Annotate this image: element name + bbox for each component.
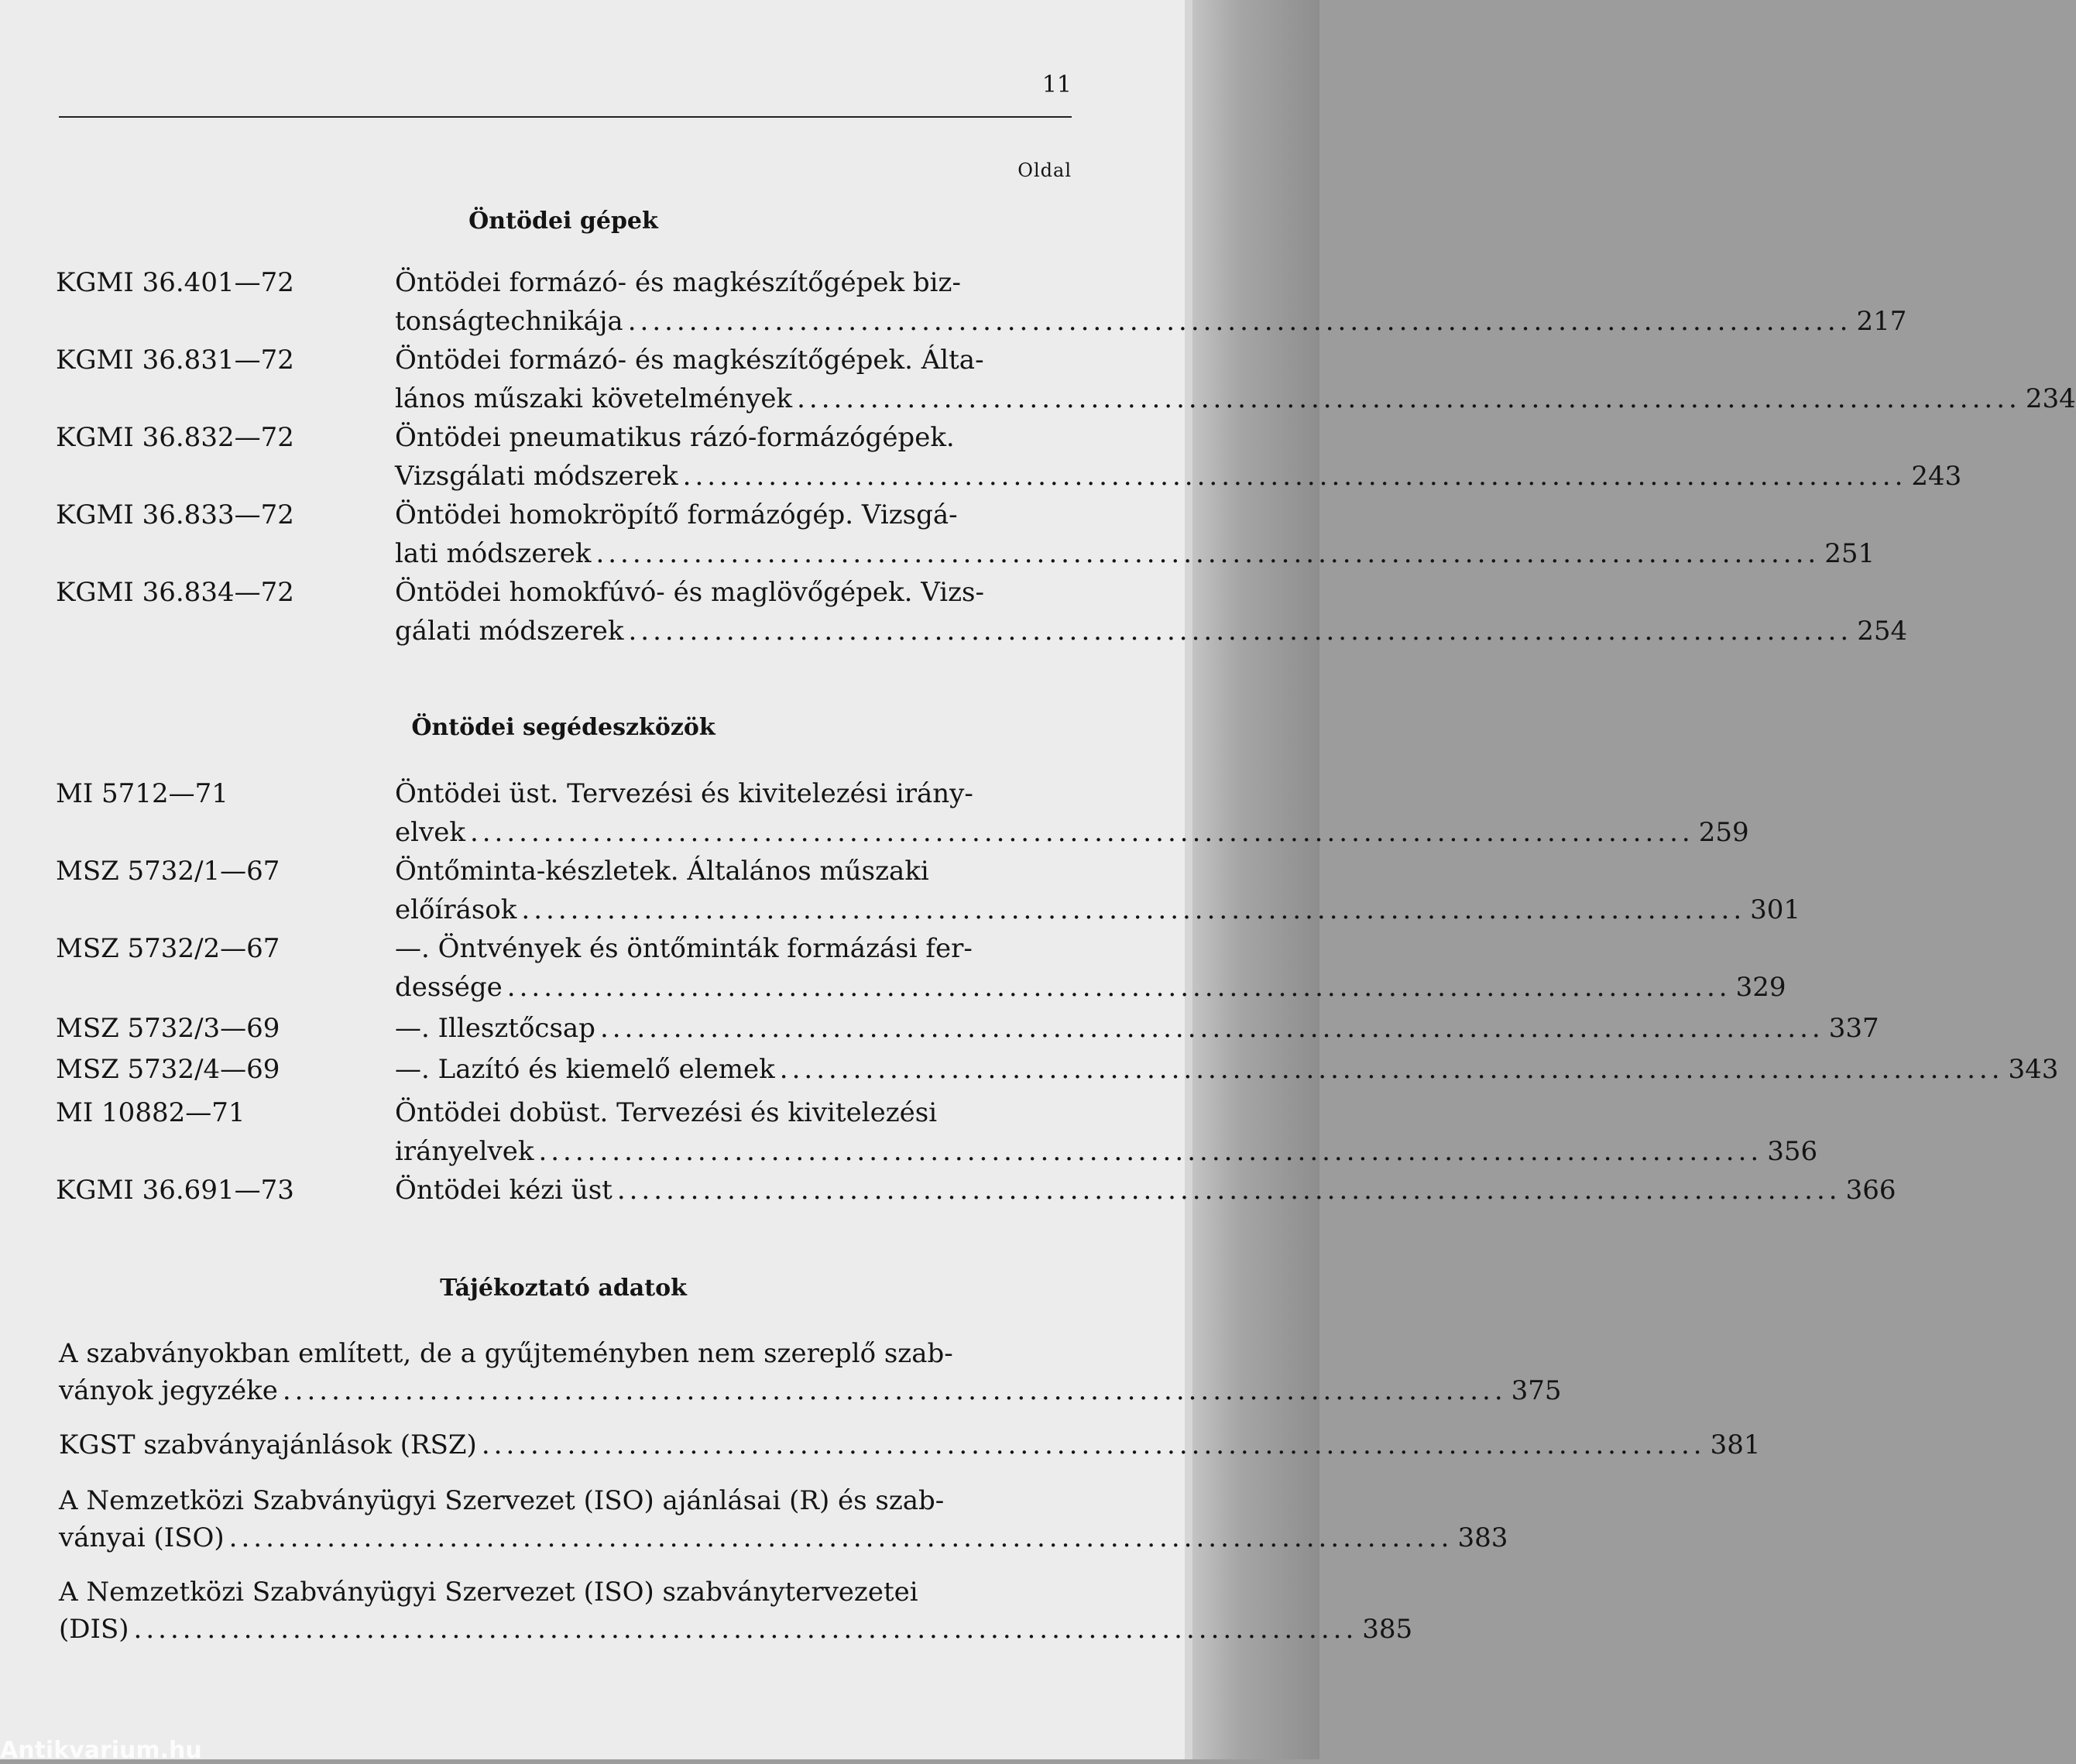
entry-leader-line xyxy=(59,1426,1761,1464)
page-ref: 243 xyxy=(1911,461,1962,492)
page-edge-highlight xyxy=(1185,0,1192,1759)
dot-leader: .................................................................................................... xyxy=(779,1054,2004,1085)
entry-title-line: Öntödei homokfúvó- és maglövőgépek. Vizs- xyxy=(395,577,984,608)
header-rule xyxy=(59,116,1072,118)
page-number: 11 xyxy=(1041,71,1072,98)
dot-leader: .................................................................................................... xyxy=(595,538,1820,569)
entry-leader-line xyxy=(395,1009,1879,1048)
standard-code: MI 10882—71 xyxy=(56,1097,245,1128)
page-ref: 217 xyxy=(1856,306,1907,337)
entry-title-line: Öntödei üst. Tervezési és kivitelezési irány- xyxy=(395,778,973,809)
dot-leader: .................................................................................................... xyxy=(627,306,1852,337)
toc-entry[interactable] xyxy=(59,1426,1761,1464)
entry-title-line: Öntödei formázó- és magkészítőgépek. Álta- xyxy=(395,345,984,376)
dot-leader: .................................................................................................... xyxy=(133,1614,1358,1645)
page-ref: 375 xyxy=(1511,1375,1562,1406)
entry-title-line: A Nemzetközi Szabványügyi Szervezet (ISO) ajánlásai (R) és szab- xyxy=(59,1485,945,1516)
toc-entry[interactable] xyxy=(59,1335,1562,1409)
standard-code: MSZ 5732/1—67 xyxy=(56,856,280,887)
standard-code: MI 5712—71 xyxy=(56,778,228,809)
dot-leader: .................................................................................................... xyxy=(538,1136,1763,1167)
entry-leader-line xyxy=(395,1050,2059,1089)
entry-title xyxy=(395,1093,1818,1171)
page-column-header: Oldal xyxy=(1017,160,1072,181)
watermark-text: Antikvarium.hu xyxy=(0,1737,202,1764)
entry-title-last: lati módszerek xyxy=(395,538,592,569)
standard-code: KGMI 36.832—72 xyxy=(56,422,294,453)
entry-title xyxy=(395,496,1875,573)
dot-leader: .................................................................................................... xyxy=(599,1013,1824,1044)
dot-leader: .................................................................................................... xyxy=(228,1522,1453,1553)
entry-title-last: Öntödei kézi üst xyxy=(395,1175,613,1206)
entry-leader-line xyxy=(395,1171,1896,1210)
entry-title-last: lános műszaki követelmények xyxy=(395,383,793,414)
entry-title-line: —. Öntvények és öntőminták formázási fer- xyxy=(395,933,973,964)
entry-title-last: KGST szabványajánlások (RSZ) xyxy=(59,1429,477,1460)
entry-title-last: ványai (ISO) xyxy=(59,1522,225,1553)
entry-title-last: gálati módszerek xyxy=(395,616,624,647)
dot-leader: .................................................................................................... xyxy=(506,972,1731,1003)
entry-title-line: Öntödei dobüst. Tervezési és kivitelezési xyxy=(395,1097,938,1128)
standard-code: KGMI 36.691—73 xyxy=(56,1175,294,1206)
entry-title xyxy=(395,1009,1879,1048)
dot-leader: .................................................................................................... xyxy=(282,1375,1507,1406)
dot-leader: .................................................................................................... xyxy=(797,383,2021,414)
entry-title xyxy=(395,929,1786,1007)
entry-title-last: —. Illesztőcsap xyxy=(395,1013,595,1044)
toc-entry[interactable] xyxy=(59,1482,1508,1556)
entry-title-last: (DIS) xyxy=(59,1614,129,1645)
standard-code: MSZ 5732/3—69 xyxy=(56,1013,280,1044)
entry-leader-line xyxy=(395,534,1875,573)
entry-title xyxy=(395,573,1908,650)
entry-leader-line xyxy=(395,813,1749,852)
page-ref: 337 xyxy=(1828,1013,1879,1044)
dot-leader: .................................................................................................... xyxy=(521,894,1746,925)
section-heading-foundry-tools: Öntödei segédeszközök xyxy=(411,714,715,741)
page-ref: 251 xyxy=(1824,538,1875,569)
entry-leader-line xyxy=(59,1372,1562,1409)
entry-leader-line xyxy=(59,1611,1413,1648)
entry-leader-line xyxy=(59,1519,1508,1556)
dot-leader: .................................................................................................... xyxy=(628,616,1853,647)
entry-title-last: előírások xyxy=(395,894,517,925)
entry-title-last: dessége xyxy=(395,972,503,1003)
page-ref: 383 xyxy=(1457,1522,1508,1553)
entry-title-line: Öntőminta-készletek. Általános műszaki xyxy=(395,856,929,887)
page-ref: 366 xyxy=(1845,1175,1896,1206)
entry-leader-line xyxy=(395,379,2076,418)
page-ref: 381 xyxy=(1710,1429,1761,1460)
standard-code: KGMI 36.401—72 xyxy=(56,267,294,298)
entry-title xyxy=(395,263,1907,341)
entry-title-last: —. Lazító és kiemelő elemek xyxy=(395,1054,775,1085)
entry-title xyxy=(395,1050,2059,1089)
standard-code: MSZ 5732/4—69 xyxy=(56,1054,280,1085)
page-ref: 254 xyxy=(1857,616,1908,647)
page-ref: 301 xyxy=(1750,894,1801,925)
dot-leader: .................................................................................................... xyxy=(682,461,1907,492)
standard-code: KGMI 36.833—72 xyxy=(56,499,294,530)
entry-leader-line xyxy=(395,891,1801,929)
entry-title-line: Öntödei formázó- és magkészítőgépek biz- xyxy=(395,267,961,298)
entry-title xyxy=(395,774,1749,852)
entry-title-line: Öntödei pneumatikus rázó-formázógépek. xyxy=(395,422,955,453)
page-ref: 385 xyxy=(1362,1614,1413,1645)
entry-title-line: A szabványokban említett, de a gyűjteményben nem szereplő szab- xyxy=(59,1338,953,1369)
entry-leader-line xyxy=(395,457,1962,496)
entry-title-last: ványok jegyzéke xyxy=(59,1375,278,1406)
standard-code: MSZ 5732/2—67 xyxy=(56,933,280,964)
page-ref: 234 xyxy=(2025,383,2076,414)
dot-leader: .................................................................................................... xyxy=(481,1429,1706,1460)
page-ref: 356 xyxy=(1767,1136,1818,1167)
page-edge-background xyxy=(1185,0,1319,1759)
standard-code: KGMI 36.834—72 xyxy=(56,577,294,608)
entry-title-last: irányelvek xyxy=(395,1136,534,1167)
entry-title-last: tonságtechnikája xyxy=(395,306,623,337)
entry-title xyxy=(395,341,2076,418)
entry-title-line: Öntödei homokröpítő formázógép. Vizsgá- xyxy=(395,499,958,530)
page-ref: 329 xyxy=(1735,972,1786,1003)
entry-leader-line xyxy=(395,968,1786,1007)
entry-title xyxy=(395,1171,1896,1210)
entry-leader-line xyxy=(395,1132,1818,1171)
entry-title-last: Vizsgálati módszerek xyxy=(395,461,678,492)
page-ref: 259 xyxy=(1698,817,1749,848)
entry-leader-line xyxy=(395,302,1907,341)
page-ref: 343 xyxy=(2008,1054,2059,1085)
toc-entry[interactable] xyxy=(59,1574,1413,1648)
entry-title-last: elvek xyxy=(395,817,465,848)
entry-leader-line xyxy=(395,612,1908,650)
section-heading-foundry-machines: Öntödei gépek xyxy=(468,208,658,235)
section-heading-information: Tájékoztató adatok xyxy=(440,1275,687,1302)
dot-leader: .................................................................................................... xyxy=(616,1175,1841,1206)
standard-code: KGMI 36.831—72 xyxy=(56,345,294,376)
entry-title xyxy=(395,418,1962,496)
entry-title-line: A Nemzetközi Szabványügyi Szervezet (ISO) szabványtervezetei xyxy=(59,1577,918,1608)
entry-title xyxy=(395,852,1801,929)
dot-leader: .................................................................................................... xyxy=(469,817,1694,848)
